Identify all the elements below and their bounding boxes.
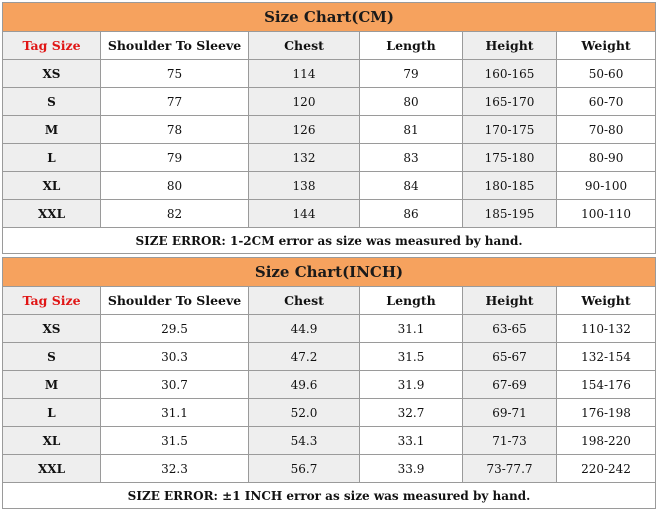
chest-cell: 56.7: [249, 455, 360, 483]
table-row: [3, 315, 656, 343]
table-row: [3, 399, 656, 427]
table-row: [3, 60, 656, 88]
table-row: [3, 427, 656, 455]
length-cell: 86: [360, 200, 463, 228]
weight-cell: 132-154: [557, 343, 656, 371]
table-row: [3, 144, 656, 172]
column-header-length: Length: [360, 32, 463, 60]
chest-cell: 54.3: [249, 427, 360, 455]
size-table-cm: [2, 2, 656, 254]
height-cell: 180-185: [463, 172, 557, 200]
height-cell: 170-175: [463, 116, 557, 144]
weight-cell: 80-90: [557, 144, 656, 172]
height-cell: 73-77.7: [463, 455, 557, 483]
tag-size-cell: M: [3, 116, 101, 144]
shoulder-cell: 31.5: [101, 427, 249, 455]
column-header-chest: Chest: [249, 287, 360, 315]
table-row: [3, 88, 656, 116]
weight-cell: 60-70: [557, 88, 656, 116]
weight-cell: 90-100: [557, 172, 656, 200]
weight-cell: 176-198: [557, 399, 656, 427]
length-cell: 32.7: [360, 399, 463, 427]
chest-cell: 138: [249, 172, 360, 200]
tag-size-cell: XXL: [3, 200, 101, 228]
tag-size-cell: XS: [3, 315, 101, 343]
shoulder-cell: 75: [101, 60, 249, 88]
height-cell: 63-65: [463, 315, 557, 343]
height-cell: 160-165: [463, 60, 557, 88]
tag-size-cell: XXL: [3, 455, 101, 483]
shoulder-cell: 77: [101, 88, 249, 116]
table-row: [3, 172, 656, 200]
column-header-length: Length: [360, 287, 463, 315]
length-cell: 31.9: [360, 371, 463, 399]
height-cell: 185-195: [463, 200, 557, 228]
tag-size-cell: XL: [3, 427, 101, 455]
chest-cell: 114: [249, 60, 360, 88]
column-header-weight: Weight: [557, 32, 656, 60]
weight-cell: 70-80: [557, 116, 656, 144]
chest-cell: 120: [249, 88, 360, 116]
length-cell: 81: [360, 116, 463, 144]
weight-cell: 198-220: [557, 427, 656, 455]
chest-cell: 52.0: [249, 399, 360, 427]
column-header-chest: Chest: [249, 32, 360, 60]
tag-size-cell: S: [3, 88, 101, 116]
size-error-note: SIZE ERROR: ±1 INCH error as size was measured by hand.: [3, 483, 656, 509]
chest-cell: 49.6: [249, 371, 360, 399]
height-cell: 71-73: [463, 427, 557, 455]
chest-cell: 44.9: [249, 315, 360, 343]
shoulder-cell: 79: [101, 144, 249, 172]
length-cell: 33.1: [360, 427, 463, 455]
table-row: [3, 455, 656, 483]
weight-cell: 100-110: [557, 200, 656, 228]
chest-cell: 144: [249, 200, 360, 228]
tag-size-cell: XS: [3, 60, 101, 88]
height-cell: 65-67: [463, 343, 557, 371]
chest-cell: 132: [249, 144, 360, 172]
shoulder-cell: 31.1: [101, 399, 249, 427]
column-header-shoulder: Shoulder To Sleeve: [101, 32, 249, 60]
length-cell: 31.5: [360, 343, 463, 371]
tag-size-cell: S: [3, 343, 101, 371]
weight-cell: 110-132: [557, 315, 656, 343]
shoulder-cell: 78: [101, 116, 249, 144]
tag-size-cell: L: [3, 399, 101, 427]
shoulder-cell: 82: [101, 200, 249, 228]
length-cell: 83: [360, 144, 463, 172]
table-row: [3, 343, 656, 371]
weight-cell: 154-176: [557, 371, 656, 399]
column-header-shoulder: Shoulder To Sleeve: [101, 287, 249, 315]
length-cell: 33.9: [360, 455, 463, 483]
shoulder-cell: 29.5: [101, 315, 249, 343]
length-cell: 80: [360, 88, 463, 116]
size-table-inch: [2, 257, 656, 509]
height-cell: 69-71: [463, 399, 557, 427]
tag-size-cell: L: [3, 144, 101, 172]
column-header-tag-size: Tag Size: [3, 287, 101, 315]
size-chart-inch: [2, 257, 655, 509]
column-header-height: Height: [463, 287, 557, 315]
tag-size-cell: XL: [3, 172, 101, 200]
table-row: [3, 371, 656, 399]
height-cell: 67-69: [463, 371, 557, 399]
chart-title: Size Chart(CM): [3, 3, 656, 32]
shoulder-cell: 30.3: [101, 343, 249, 371]
chart-title: Size Chart(INCH): [3, 258, 656, 287]
weight-cell: 220-242: [557, 455, 656, 483]
table-row: [3, 200, 656, 228]
column-header-weight: Weight: [557, 287, 656, 315]
length-cell: 31.1: [360, 315, 463, 343]
length-cell: 84: [360, 172, 463, 200]
chest-cell: 47.2: [249, 343, 360, 371]
table-row: [3, 116, 656, 144]
shoulder-cell: 30.7: [101, 371, 249, 399]
chest-cell: 126: [249, 116, 360, 144]
height-cell: 165-170: [463, 88, 557, 116]
column-header-tag-size: Tag Size: [3, 32, 101, 60]
column-header-height: Height: [463, 32, 557, 60]
tag-size-cell: M: [3, 371, 101, 399]
shoulder-cell: 80: [101, 172, 249, 200]
length-cell: 79: [360, 60, 463, 88]
height-cell: 175-180: [463, 144, 557, 172]
shoulder-cell: 32.3: [101, 455, 249, 483]
size-error-note: SIZE ERROR: 1-2CM error as size was measured by hand.: [3, 228, 656, 254]
size-chart-cm: [2, 2, 655, 254]
weight-cell: 50-60: [557, 60, 656, 88]
